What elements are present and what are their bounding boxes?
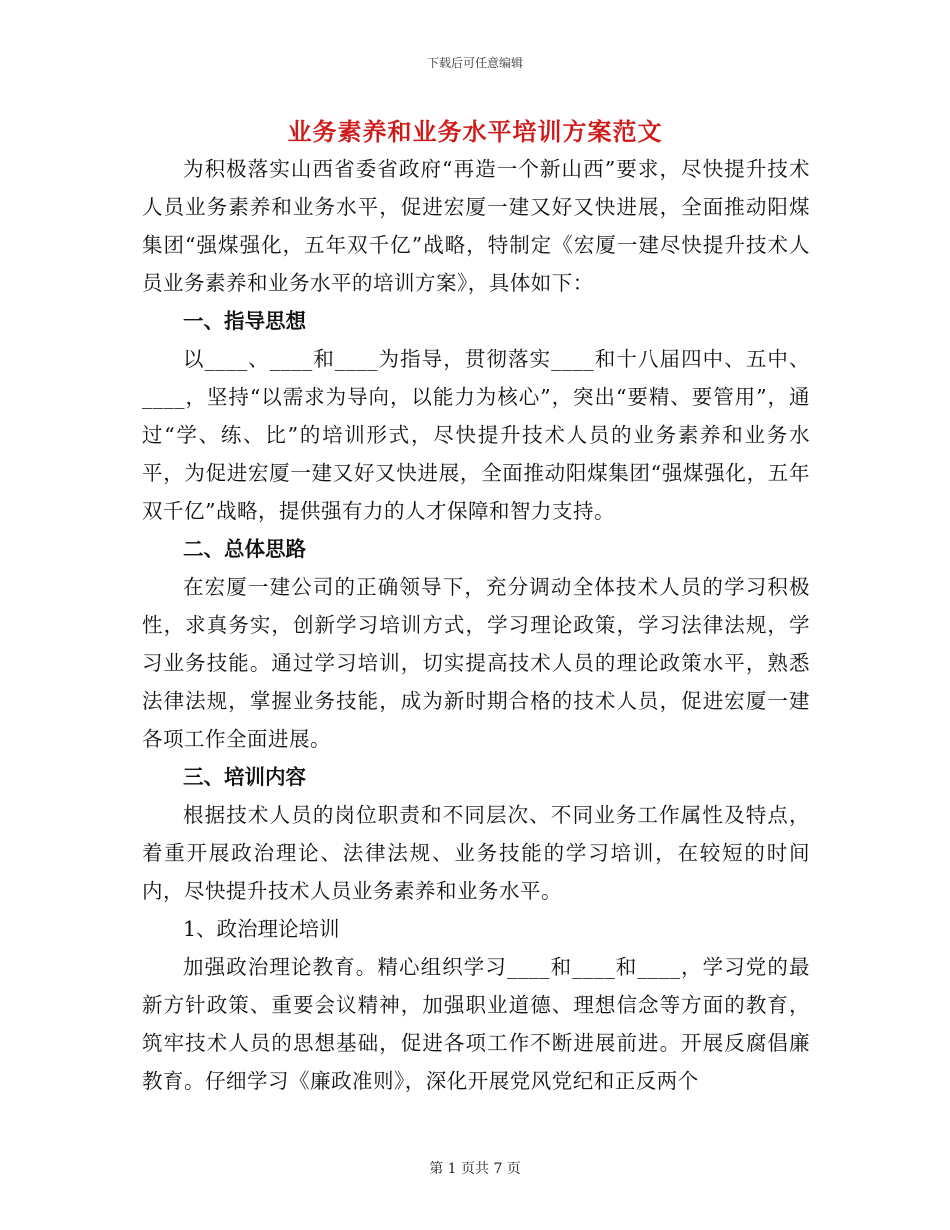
guiding-ideology-paragraph: 以____、____和____为指导，贯彻落实____和十八届四中、五中、____，坚持“以需求为导向，以能力为核心”，突出“要精、要管用”，通过“学、练、比”的培训形式，尽快提升技术人员的业务素养和业务水平，为促进宏厦一建又好又快进展，全面推动阳煤集团“强煤强化，五年双千亿”战略，提供强有力的人才保障和智力支持。 <box>142 347 810 523</box>
section-heading-guiding-ideology: 一、指导思想 <box>183 309 306 333</box>
document-body <box>142 150 810 1100</box>
intro-paragraph: 为积极落实山西省委省政府“再造一个新山西”要求，尽快提升技术人员业务素养和业务水平，促进宏厦一建又好又快进展，全面推动阳煤集团“强煤强化，五年双千亿”战略，特制定《宏厦一建尽快提升技术人员业务素养和业务水平的培训方案》，具体如下： <box>142 157 810 295</box>
section-heading-training-content: 三、培训内容 <box>183 765 306 789</box>
political-theory-paragraph: 加强政治理论教育。精心组织学习____和____和____，学习党的最新方针政策、重要会议精神，加强职业道德、理想信念等方面的教育，筑牢技术人员的思想基础，促进各项工作不断进展前进。开展反腐倡廉教育。仔细学习《廉政准则》，深化开展党风党纪和正反两个 <box>142 955 810 1093</box>
overall-approach-paragraph: 在宏厦一建公司的正确领导下，充分调动全体技术人员的学习积极性，求真务实，创新学习培训方式，学习理论政策，学习法律法规，学习业务技能。通过学习培训，切实提高技术人员的理论政策水平，熟悉法律法规，掌握业务技能，成为新时期合格的技术人员，促进宏厦一建各项工作全面进展。 <box>142 575 810 751</box>
document-title: 业务素养和业务水平培训方案范文 <box>287 117 663 146</box>
header-note: 下载后可任意编辑 <box>426 56 523 70</box>
section-heading-overall-approach: 二、总体思路 <box>183 537 306 561</box>
training-content-paragraph: 根据技术人员的岗位职责和不同层次、不同业务工作属性及特点，着重开展政治理论、法律法规、业务技能的学习培训，在较短的时间内，尽快提升技术人员业务素养和业务水平。 <box>142 803 810 903</box>
subsection-heading-political-theory: 1、政治理论培训 <box>183 917 340 941</box>
page-footer: 第 1 页共 7 页 <box>429 1161 521 1177</box>
